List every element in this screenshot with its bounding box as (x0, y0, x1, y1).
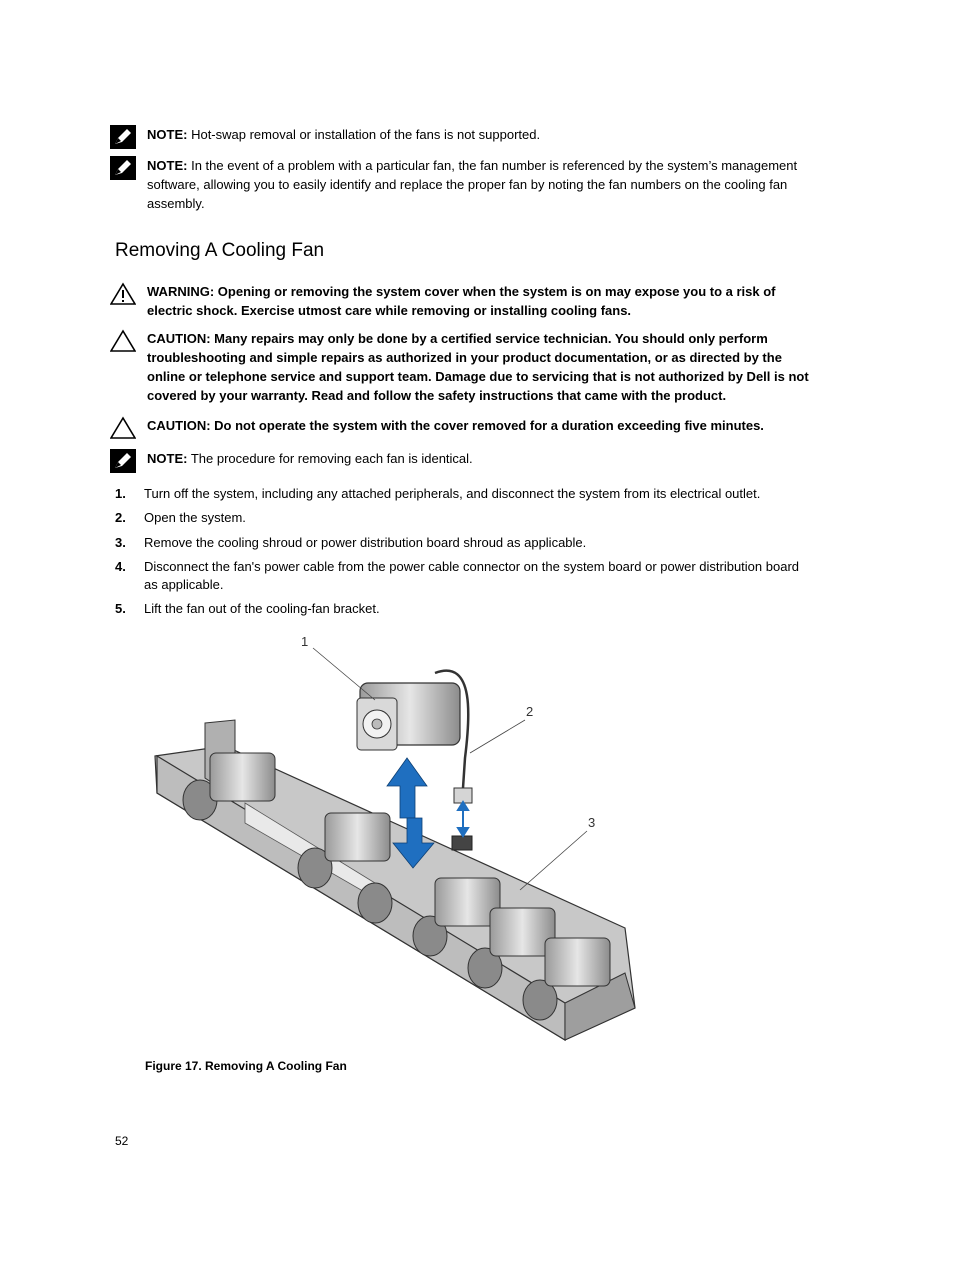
step-number: 5. (115, 601, 126, 616)
caution-text: Many repairs may only be done by a certified service technician. You should only perform troubleshooting and simple repairs as authorized in your product documentation, or as directed by the online or telephone service and support team. Damage due to servicing that is not authorized by Dell is not covered by your warranty. Read and follow the safety instructions that came with the product. (147, 331, 809, 403)
step-number: 2. (115, 510, 126, 525)
step-number: 3. (115, 535, 126, 550)
warning-notice (110, 282, 810, 320)
figure-caption: Figure 17. Removing A Cooling Fan (145, 1059, 347, 1073)
board-connector (452, 836, 472, 850)
note-text: In the event of a problem with a particular fan, the fan number is referenced by the system’s management software, allowing you to easily identify and replace the proper fan by noting the fan numbers on the cooling fan assembly. (147, 158, 798, 211)
callout-1: 1 (301, 634, 309, 649)
warning-label: WARNING: (147, 284, 215, 299)
warning-text: Opening or removing the system cover when the system is on may expose you to a risk of electric shock. Exercise utmost care while removing or installing cooling fans. (147, 284, 776, 318)
caution-triangle-icon (110, 329, 136, 353)
note-hot-swap (110, 125, 810, 144)
step-text: Turn off the system, including any attached peripherals, and disconnect the system from its electrical outlet. (144, 486, 761, 501)
warning-triangle-icon (110, 282, 136, 306)
note-fan-number (110, 156, 810, 213)
callout-3: 3 (588, 815, 596, 830)
step-text: Remove the cooling shroud or power distribution board shroud as applicable. (144, 535, 587, 550)
step-item (115, 485, 815, 503)
note-label: NOTE: (147, 158, 188, 173)
caution-label: CAUTION: (147, 418, 211, 433)
step-text: Disconnect the fan's power cable from the power cable connector on the system board or power distribution board as applicable. (144, 559, 800, 592)
step-item (115, 509, 815, 527)
caution-notice (110, 329, 810, 405)
step-item (115, 534, 815, 552)
note-text: Hot-swap removal or installation of the fans is not supported. (191, 127, 541, 142)
note-text: The procedure for removing each fan is identical. (190, 451, 473, 466)
step-item (115, 558, 815, 594)
page-number: 52 (115, 1134, 129, 1148)
removed-fan (357, 683, 460, 750)
note-label: NOTE: (147, 451, 188, 466)
caution-triangle-icon (110, 416, 136, 440)
step-text: Lift the fan out of the cooling-fan bracket. (144, 601, 380, 616)
step-number: 4. (115, 559, 126, 574)
note-label: NOTE: (147, 127, 188, 142)
caution-label: CAUTION: (147, 331, 211, 346)
caution-text: Do not operate the system with the cover removed for a duration exceeding five minutes. (214, 418, 764, 433)
step-item (115, 600, 815, 618)
pencil-note-icon (110, 449, 136, 473)
step-number: 1. (115, 486, 126, 501)
step-text: Open the system. (144, 510, 246, 525)
connector-arrow (458, 802, 468, 836)
pencil-note-icon (110, 125, 136, 149)
section-title: Removing A Cooling Fan (115, 240, 325, 261)
lift-up-arrow (387, 758, 427, 818)
callout-2: 2 (526, 704, 534, 719)
note-procedure (110, 449, 810, 468)
pencil-note-icon (110, 156, 136, 180)
cooling-fan-illustration (145, 628, 645, 1048)
caution-notice (110, 416, 810, 435)
